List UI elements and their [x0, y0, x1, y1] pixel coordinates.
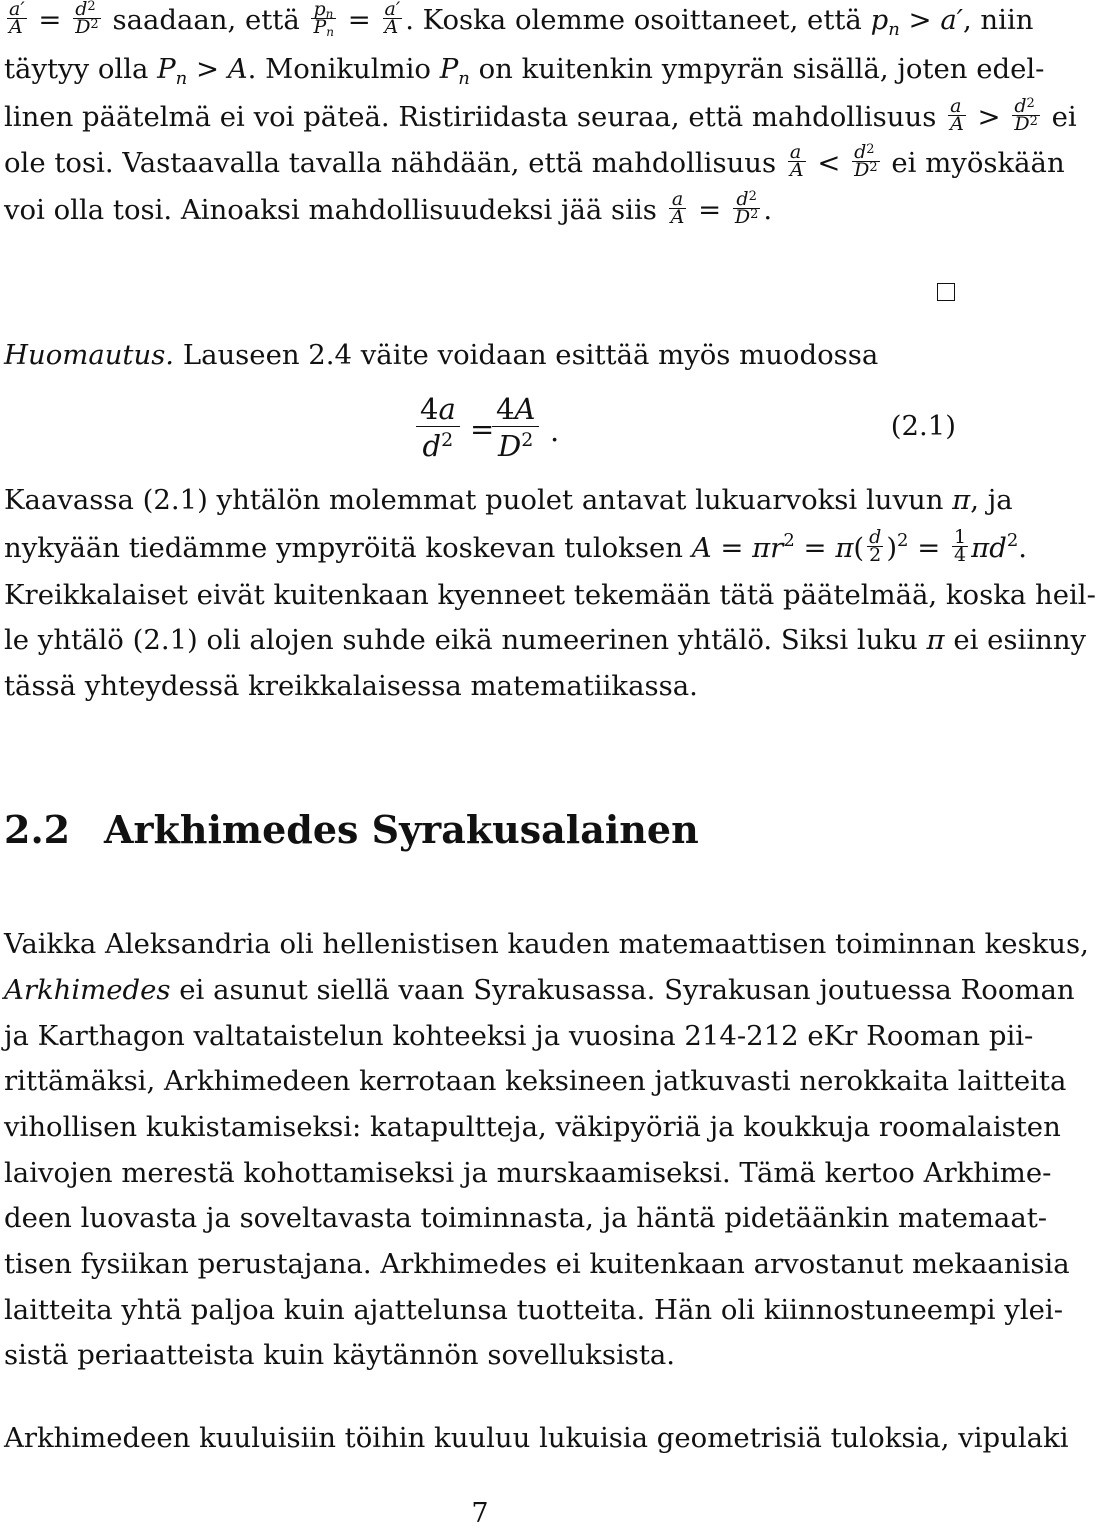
- fraction-d2-over-D2: $\frac{d^2}{D^2}$: [734, 188, 759, 228]
- section-heading: [4, 806, 699, 854]
- text-fragment: , niin: [962, 4, 1034, 36]
- fraction-pn-over-Pn: $\frac{p_n}{P_n}$: [313, 0, 334, 39]
- text-line: linen päätelmä ei voi päteä. Ristiriidasta seuraa, että mahdollisuus $\frac{a}{A}$ > $\frac{d^2}{D^2}$ ei: [4, 95, 1077, 135]
- text-line: le yhtälö (2.1) oli alojen suhde eikä numeerinen yhtälö. Siksi luku π ei esiinny: [4, 624, 1087, 656]
- text-line: ole tosi. Vastaavalla tavalla nähdään, että mahdollisuus $\frac{a}{A}$ < $\frac{d^2}{D^2}$ ei myöskään: [4, 141, 1065, 181]
- text-line: $\frac{a'}{A}$ = $\frac{d^2}{D^2}$ saadaan, että $\frac{p_n}{P_n}$ = $\frac{a'}{A}$ . Koska olemme osoittaneet, että $p_n > a'$, niin: [9, 0, 1034, 40]
- text-fragment: linen päätelmä ei voi päteä. Ristiriidasta seuraa, että mahdollisuus: [4, 101, 937, 133]
- fraction-d2-over-D2: $\frac{d^2}{D^2}$: [1014, 95, 1038, 135]
- text-fragment: täytyy olla: [4, 53, 149, 85]
- qed-square-icon: [937, 283, 955, 301]
- text-line: rittämäksi, Arkhimedeen kerrotaan keksineen jatkuvasti nerokkaita laitteita: [4, 1065, 1067, 1097]
- fraction-d2-over-D2: $\frac{d^2}{D^2}$: [75, 0, 99, 38]
- text-line: sistä periaatteista kuin käytännön sovelluksista.: [4, 1339, 676, 1371]
- text-line: deen luovasta ja soveltavasta toiminnasta, ja häntä pidetäänkin matemaat-: [4, 1202, 1048, 1234]
- page-number: 7: [471, 1498, 489, 1529]
- equation-number: (2.1): [890, 410, 956, 442]
- fraction-d2-over-D2: $\frac{d^2}{D^2}$: [854, 141, 878, 181]
- fraction-a-prime-over-A: $\frac{a'}{A}$: [9, 0, 25, 38]
- remark-label: Huomautus.: [4, 339, 175, 371]
- text-line: Kaavassa (2.1) yhtälön molemmat puolet antavat lukuarvoksi luvun π, ja: [4, 484, 1013, 516]
- remark-text: Lauseen 2.4 väite voidaan esittää myös muodossa: [182, 339, 879, 371]
- remark-line: [4, 337, 956, 373]
- text-fragment: ei: [1051, 101, 1077, 133]
- text-fragment: ole tosi. Vastaavalla tavalla nähdään, että mahdollisuus: [4, 147, 777, 179]
- text-line: vihollisen kukistamiseksi: katapultteja, väkipyöriä ja koukkuja roomalaisten: [4, 1111, 1061, 1143]
- text-fragment: . Koska olemme osoittaneet, että: [405, 4, 862, 36]
- text-line: Vaikka Aleksandria oli hellenistisen kauden matemaattisen toiminnan keskus,: [4, 928, 1089, 960]
- section-number: 2.2: [4, 807, 71, 852]
- fraction-d-over-2: $\frac{d}{2}$: [869, 526, 882, 566]
- fraction-a-prime-over-A: $\frac{a'}{A}$: [384, 0, 401, 38]
- text-fragment: ei myöskään: [891, 147, 1065, 179]
- text-line: laivojen merestä kohottamiseksi ja murskaamiseksi. Tämä kertoo Arkhime-: [4, 1157, 1052, 1189]
- text-fragment: ei esiinny: [953, 624, 1087, 656]
- emphasized-name: Arkhimedes: [4, 974, 171, 1006]
- text-fragment: Kaavassa (2.1) yhtälön molemmat puolet antavat lukuarvoksi luvun: [4, 484, 944, 516]
- text-fragment: voi olla tosi. Ainoaksi mahdollisuudeksi jää siis: [4, 194, 657, 226]
- text-line: voi olla tosi. Ainoaksi mahdollisuudeksi jää siis $\frac{a}{A}$ = $\frac{d^2}{D^2}$ .: [4, 188, 773, 228]
- fraction-a-over-A: $\frac{a}{A}$: [670, 188, 685, 228]
- text-fragment: , ja: [970, 484, 1013, 516]
- text-line: nykyään tiedämme ympyröitä koskevan tuloksen $A = \pi r^2 = \pi$( $\frac{d}{2}$ )$^2$ = $\frac{1}{4}$ $\pi d^2$.: [4, 526, 1028, 566]
- text-line: Kreikkalaiset eivät kuitenkaan kyenneet tekemään tätä päätelmää, koska heil-: [4, 579, 1096, 611]
- fraction-4a-over-d2: $\frac{4a}{d^2}$: [416, 392, 460, 465]
- fraction-a-over-A: $\frac{a}{A}$: [789, 141, 804, 181]
- text-fragment: ei asunut siellä vaan Syrakusassa. Syrakusan joutuessa Rooman: [179, 974, 1075, 1006]
- text-line: tisen fysiikan perustajana. Arkhimedes ei kuitenkaan arvostanut mekaanisia: [4, 1248, 1070, 1280]
- fraction-a-over-A: $\frac{a}{A}$: [950, 95, 964, 135]
- text-fragment: . Monikulmio: [247, 53, 431, 85]
- text-fragment: saadaan, että: [112, 4, 300, 36]
- text-line: täytyy olla $P_n > A$. Monikulmio $P_n$ on kuitenkin ympyrän sisällä, joten edel-: [4, 53, 1045, 89]
- text-fragment: le yhtälö (2.1) oli alojen suhde eikä numeerinen yhtälö. Siksi luku: [4, 624, 918, 656]
- fraction-4A-over-D2: $\frac{4A}{D^2}$: [492, 392, 539, 465]
- text-fragment: nykyään tiedämme ympyröitä koskevan tuloksen: [4, 532, 683, 564]
- fraction-1-over-4: $\frac{1}{4}$: [954, 526, 967, 566]
- section-title: Arkhimedes Syrakusalainen: [104, 807, 699, 852]
- text-line: [4, 972, 1075, 1008]
- text-line: ja Karthagon valtataistelun kohteeksi ja vuosina 214-212 eKr Rooman pii-: [4, 1020, 1034, 1052]
- text-line: laitteita yhtä paljoa kuin ajattelunsa tuotteita. Hän oli kiinnostuneempi ylei-: [4, 1294, 1063, 1326]
- text-line: tässä yhteydessä kreikkalaisessa matematiikassa.: [4, 670, 698, 702]
- text-fragment: on kuitenkin ympyrän sisällä, joten edel-: [478, 53, 1045, 85]
- text-line: Arkhimedeen kuuluisiin töihin kuuluu lukuisia geometrisiä tuloksia, vipulaki: [4, 1422, 1069, 1454]
